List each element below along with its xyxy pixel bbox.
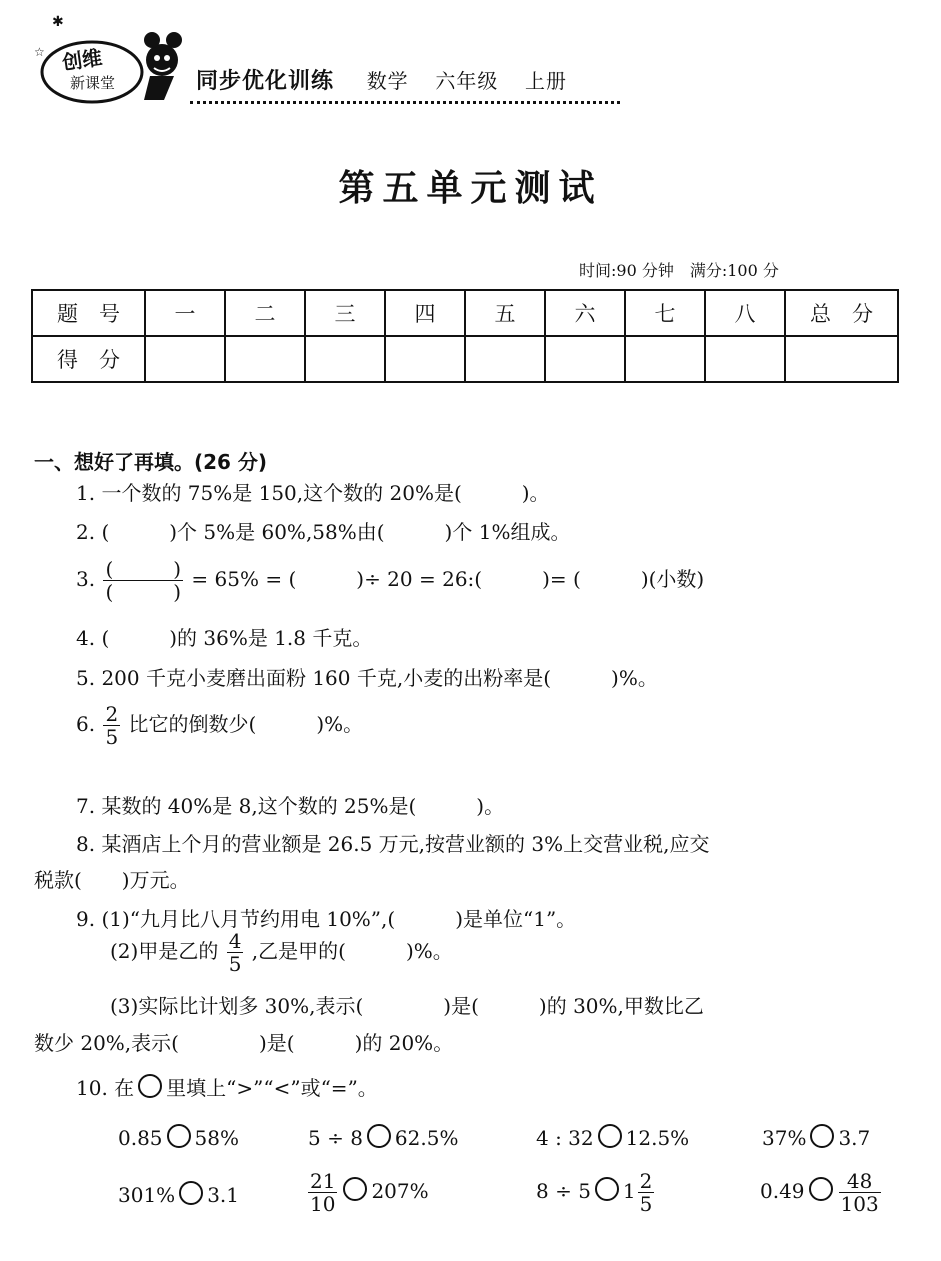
answer-circle[interactable] bbox=[810, 1124, 834, 1148]
score-cell-total[interactable] bbox=[785, 336, 898, 382]
fraction bbox=[103, 703, 120, 748]
column-6: 六 bbox=[545, 290, 625, 336]
score-cell-8[interactable] bbox=[705, 336, 785, 382]
logo-text-line2: 新课堂 bbox=[70, 74, 116, 92]
column-8: 八 bbox=[705, 290, 785, 336]
column-3: 三 bbox=[305, 290, 385, 336]
question-9-2-text: (2)甲是乙的 bbox=[110, 939, 219, 963]
fraction-denominator: 5 bbox=[639, 1192, 653, 1216]
circle-icon bbox=[138, 1074, 162, 1098]
column-1: 一 bbox=[145, 290, 225, 336]
score-cell-6[interactable] bbox=[545, 336, 625, 382]
series-name: 同步优化训练 bbox=[196, 69, 335, 94]
section-heading: 一、想好了再填。(26 分) bbox=[34, 450, 268, 474]
volume: 上册 bbox=[525, 69, 568, 93]
header-title bbox=[196, 64, 585, 95]
comparison-item bbox=[536, 1170, 656, 1215]
cmp-right: 62.5% bbox=[394, 1126, 459, 1150]
question-4: 4. ( )的 36%是 1.8 千克。 bbox=[76, 626, 373, 650]
cmp-right: 3.1 bbox=[207, 1183, 239, 1207]
svg-text:☆: ☆ bbox=[34, 45, 45, 59]
comparison-item bbox=[536, 1124, 689, 1150]
fraction-numerator: 21 bbox=[310, 1169, 336, 1193]
question-6-number: 6. bbox=[76, 712, 96, 736]
fraction-numerator: 4 bbox=[228, 929, 242, 953]
page-title: 第五单元测试 bbox=[338, 168, 603, 209]
question-3 bbox=[76, 558, 704, 603]
score-cell-3[interactable] bbox=[305, 336, 385, 382]
fraction-numerator: 48 bbox=[839, 1170, 881, 1193]
question-9-1: 9. (1)“九月比八月节约用电 10%”,( )是单位“1”。 bbox=[76, 907, 577, 931]
question-6-text: 比它的倒数少( )%。 bbox=[128, 712, 364, 736]
score-table bbox=[31, 289, 899, 383]
question-2: 2. ( )个 5%是 60%,58%由( )个 1%组成。 bbox=[76, 520, 571, 544]
fraction-denominator: 103 bbox=[840, 1192, 879, 1216]
fraction bbox=[103, 558, 183, 603]
cmp-right: 58% bbox=[194, 1126, 239, 1150]
answer-circle[interactable] bbox=[167, 1124, 191, 1148]
question-9-3-line1: (3)实际比计划多 30%,表示( )是( )的 30%,甲数比乙 bbox=[110, 994, 704, 1018]
cmp-right: 12.5% bbox=[625, 1126, 690, 1150]
fraction-numerator: 2 bbox=[639, 1169, 653, 1193]
fraction-denominator: ( ) bbox=[105, 580, 182, 604]
question-6 bbox=[76, 703, 363, 748]
cmp-left: 4 : 32 bbox=[536, 1126, 594, 1150]
question-10-text: 里填上“>”“<”或“=”。 bbox=[166, 1076, 378, 1100]
table-row bbox=[32, 336, 898, 382]
answer-circle[interactable] bbox=[343, 1177, 367, 1201]
answer-circle[interactable] bbox=[179, 1181, 203, 1205]
cmp-left: 37% bbox=[762, 1126, 807, 1150]
comparison-item bbox=[118, 1181, 239, 1207]
comparison-item bbox=[308, 1124, 458, 1150]
table-row bbox=[32, 290, 898, 336]
column-4: 四 bbox=[385, 290, 465, 336]
column-5: 五 bbox=[465, 290, 545, 336]
question-9-2 bbox=[110, 930, 453, 975]
question-10 bbox=[76, 1074, 378, 1102]
total-label: 总 分 bbox=[785, 290, 898, 336]
score-cell-2[interactable] bbox=[225, 336, 305, 382]
score-cell-4[interactable] bbox=[385, 336, 465, 382]
question-10-number: 10. 在 bbox=[76, 1076, 135, 1100]
cmp-right: 207% bbox=[371, 1179, 429, 1203]
fraction-numerator: ( ) bbox=[105, 557, 182, 581]
fraction bbox=[839, 1170, 881, 1215]
header-divider bbox=[190, 101, 620, 104]
cmp-left: 5 ÷ 8 bbox=[308, 1126, 363, 1150]
answer-circle[interactable] bbox=[809, 1177, 833, 1201]
question-5: 5. 200 千克小麦磨出面粉 160 千克,小麦的出粉率是( )%。 bbox=[76, 666, 658, 690]
question-8-line1: 8. 某酒店上个月的营业额是 26.5 万元,按营业额的 3%上交营业税,应交 bbox=[76, 832, 710, 856]
question-8-line2: 税款( )万元。 bbox=[34, 868, 190, 892]
score-cell-7[interactable] bbox=[625, 336, 705, 382]
column-2: 二 bbox=[225, 290, 305, 336]
fraction-denominator: 5 bbox=[228, 952, 242, 976]
question-1: 1. 一个数的 75%是 150,这个数的 20%是( )。 bbox=[76, 481, 550, 505]
comparison-item bbox=[306, 1170, 429, 1215]
svg-text:✱: ✱ bbox=[52, 14, 64, 30]
time-info: 时间:90 分钟 满分:100 分 bbox=[579, 261, 779, 280]
subject: 数学 bbox=[366, 69, 409, 93]
column-7: 七 bbox=[625, 290, 705, 336]
fraction-denominator: 10 bbox=[310, 1192, 336, 1216]
score-label: 得 分 bbox=[32, 336, 145, 382]
logo-text-line1: 创维 bbox=[60, 45, 104, 75]
grade: 六年级 bbox=[435, 69, 499, 93]
question-3-number: 3. bbox=[76, 567, 96, 591]
cmp-left: 0.49 bbox=[760, 1179, 805, 1203]
fraction bbox=[227, 930, 244, 975]
cmp-left: 301% bbox=[118, 1183, 176, 1207]
fraction-denominator: 5 bbox=[105, 725, 119, 749]
question-9-3-line2: 数少 20%,表示( )是( )的 20%。 bbox=[34, 1031, 454, 1055]
cmp-right: 3.7 bbox=[838, 1126, 871, 1150]
header-label: 题 号 bbox=[32, 290, 145, 336]
answer-circle[interactable] bbox=[595, 1177, 619, 1201]
question-3-text: = 65% = ( )÷ 20 = 26:( )= ( )(小数) bbox=[191, 567, 705, 591]
comparison-item bbox=[762, 1124, 870, 1150]
question-7: 7. 某数的 40%是 8,这个数的 25%是( )。 bbox=[76, 794, 505, 818]
fraction bbox=[638, 1170, 655, 1215]
comparison-item bbox=[760, 1170, 883, 1215]
answer-circle[interactable] bbox=[598, 1124, 622, 1148]
question-9-2-rest: ,乙是甲的( )%。 bbox=[251, 939, 453, 963]
fraction bbox=[308, 1170, 337, 1215]
fraction-numerator: 2 bbox=[105, 702, 119, 726]
comparison-item bbox=[118, 1124, 239, 1150]
score-cell-5[interactable] bbox=[465, 336, 545, 382]
score-cell-1[interactable] bbox=[145, 336, 225, 382]
mixed-whole: 1 bbox=[622, 1179, 636, 1203]
cmp-left: 0.85 bbox=[118, 1126, 163, 1150]
cmp-left: 8 ÷ 5 bbox=[536, 1179, 591, 1203]
answer-circle[interactable] bbox=[367, 1124, 391, 1148]
